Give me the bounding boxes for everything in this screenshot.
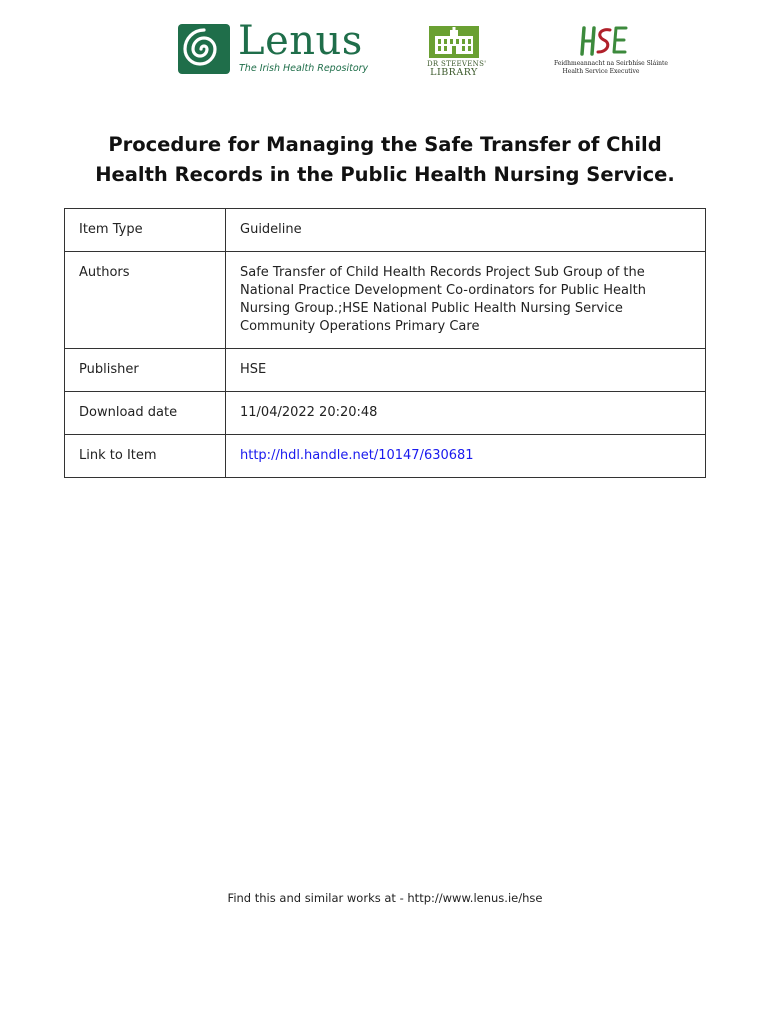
download-date-value: 11/04/2022 20:20:48 [226, 392, 706, 435]
publisher-value: HSE [226, 349, 706, 392]
table-row [65, 349, 706, 392]
item-handle-link[interactable]: http://hdl.handle.net/10147/630681 [240, 448, 474, 463]
link-to-item-cell [226, 435, 706, 478]
library-name-line1: DR STEEVENS' [427, 60, 487, 68]
authors-line: Safe Transfer of Child Health Records Project Sub Group of the [240, 265, 645, 280]
lenus-tagline: The Irish Health Repository [239, 63, 369, 74]
footer-text: Find this and similar works at - http://www.lenus.ie/hse [227, 891, 543, 905]
document-title [60, 130, 710, 190]
authors-value [226, 252, 706, 349]
library-name-line2: LIBRARY [430, 67, 478, 78]
hse-mark-icon [578, 24, 628, 58]
hse-english-name: Health Service Executive [562, 68, 640, 75]
authors-line: Nursing Group.;HSE National Public Health Nursing Service [240, 301, 623, 316]
table-row [65, 252, 706, 349]
hse-irish-name: Feidhmeannacht na Seirbhíse Sláinte [554, 60, 668, 67]
table-row [65, 435, 706, 478]
library-building-icon [429, 26, 479, 58]
title-line-1: Procedure for Managing the Safe Transfer of Child [108, 133, 662, 156]
logo-bar [0, 20, 770, 80]
table-row [65, 392, 706, 435]
download-date-label: Download date [65, 392, 226, 435]
lenus-wordmark: Lenus [238, 18, 363, 64]
item-type-value: Guideline [226, 209, 706, 252]
metadata-table [64, 208, 706, 478]
item-type-label: Item Type [65, 209, 226, 252]
authors-line: National Practice Development Co-ordinators for Public Health [240, 283, 646, 298]
title-line-2: Health Records in the Public Health Nursing Service. [95, 163, 675, 186]
authors-label: Authors [65, 252, 226, 349]
lenus-logo[interactable] [178, 18, 369, 78]
table-row [65, 209, 706, 252]
link-to-item-label: Link to Item [65, 435, 226, 478]
steevens-library-logo[interactable] [423, 22, 487, 78]
publisher-label: Publisher [65, 349, 226, 392]
authors-line: Community Operations Primary Care [240, 319, 480, 334]
hse-logo[interactable] [548, 22, 668, 78]
lenus-spiral-icon [178, 24, 234, 76]
